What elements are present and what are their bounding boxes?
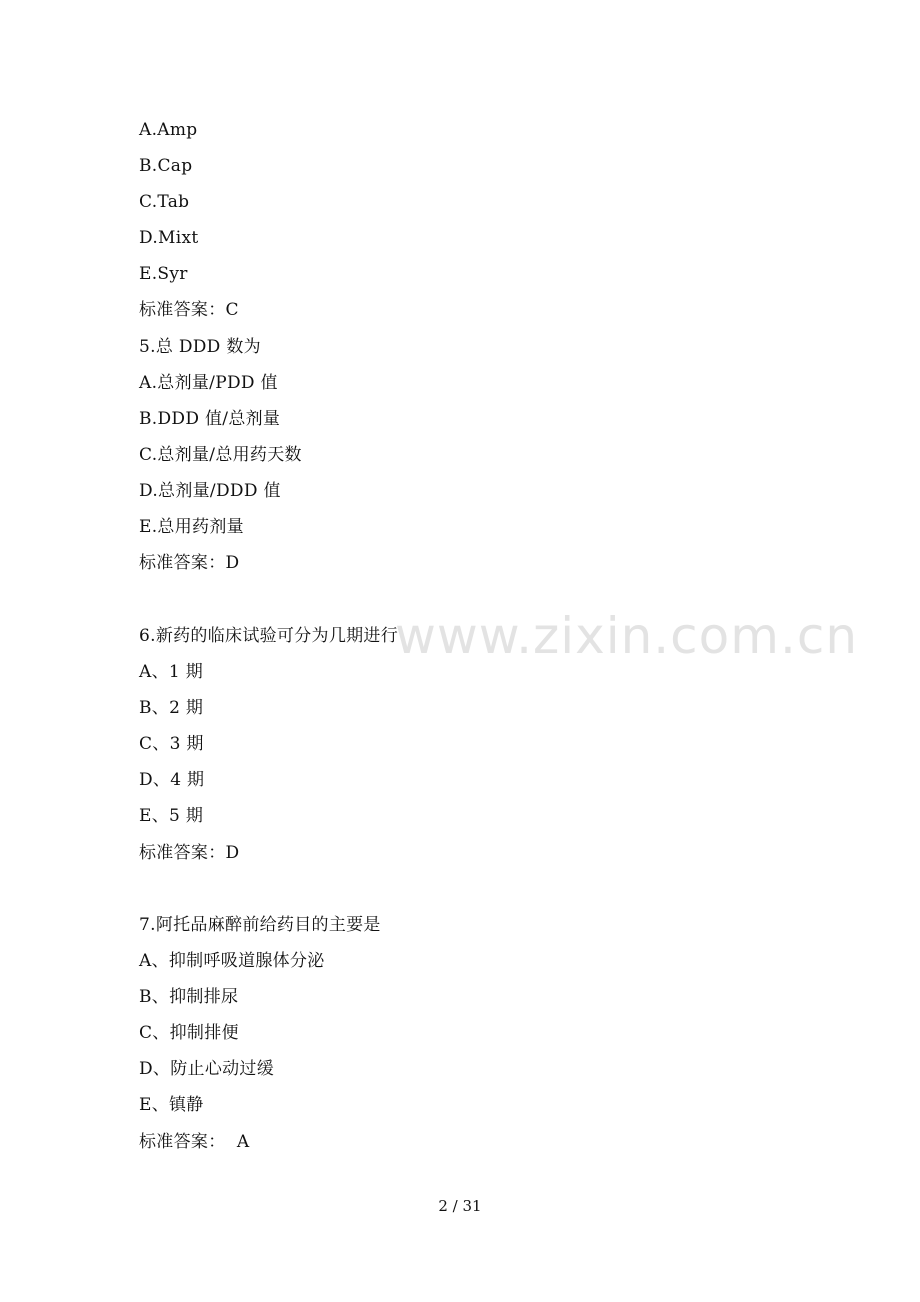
option-text: C、3 期 xyxy=(139,734,204,754)
option-text: E、镇静 xyxy=(139,1095,204,1115)
option-text: B、2 期 xyxy=(139,698,204,718)
option-text: A、1 期 xyxy=(139,662,203,682)
answer-text: 标准答案：C xyxy=(139,300,239,320)
question-text: 5.总 DDD 数为 xyxy=(139,337,261,357)
option-text: B.Cap xyxy=(139,156,193,176)
option-text: C.总剂量/总用药天数 xyxy=(139,445,302,465)
option-text: D.总剂量/DDD 值 xyxy=(139,481,281,501)
option-text: E.Syr xyxy=(139,264,188,284)
page-number: 2 / 31 xyxy=(438,1197,482,1215)
option-text: A、抑制呼吸道腺体分泌 xyxy=(139,951,325,971)
question-text: 6.新药的临床试验可分为几期进行 xyxy=(139,626,399,646)
option-text: A.Amp xyxy=(139,120,198,140)
question-text: 7.阿托品麻醉前给药目的主要是 xyxy=(139,915,381,935)
answer-text: 标准答案： A xyxy=(139,1132,250,1152)
option-text: E.总用药剂量 xyxy=(139,517,244,537)
option-text: D、防止心动过缓 xyxy=(139,1059,275,1079)
option-text: B、抑制排尿 xyxy=(139,987,239,1007)
option-text: D.Mixt xyxy=(139,228,199,248)
option-text: B.DDD 值/总剂量 xyxy=(139,409,281,429)
option-text: C.Tab xyxy=(139,192,190,212)
answer-text: 标准答案：D xyxy=(139,843,240,863)
option-text: D、4 期 xyxy=(139,770,205,790)
option-text: A.总剂量/PDD 值 xyxy=(139,373,278,393)
option-text: C、抑制排便 xyxy=(139,1023,239,1043)
watermark: www.zixin.com.cn xyxy=(395,607,859,665)
option-text: E、5 期 xyxy=(139,806,204,826)
answer-text: 标准答案：D xyxy=(139,553,240,573)
